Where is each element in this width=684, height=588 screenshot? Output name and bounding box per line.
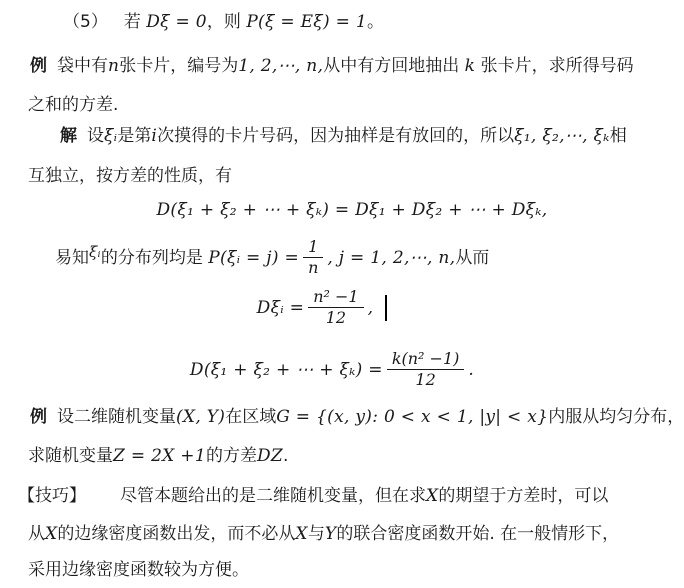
text-run: 的期望于方差时，可以 xyxy=(438,486,609,506)
text-run: 之和的方差. xyxy=(28,95,119,115)
example1-line2 xyxy=(28,95,118,116)
formula-variance-sum xyxy=(0,200,654,221)
text-run: 次摸得的卡片号码，因为抽样是有放回的，所以 xyxy=(157,126,515,146)
fraction-numerator: n² −1 xyxy=(308,288,363,308)
math-run: X xyxy=(295,524,308,544)
math-run: Y xyxy=(324,524,337,544)
math-run: ξᵢ xyxy=(89,242,101,261)
solution-label: 解 xyxy=(60,126,77,146)
fraction-denominator: 12 xyxy=(325,308,347,328)
math-run: , j = 1, 2,⋯, n, xyxy=(327,247,456,268)
text-run: 从而 xyxy=(455,247,490,268)
text-run: 在区域 xyxy=(225,407,277,427)
fraction-denominator: n xyxy=(308,258,319,278)
formula-dxi xyxy=(0,288,624,328)
formula-dsum xyxy=(0,350,634,390)
math-run: n xyxy=(108,56,120,76)
text-run: 从 xyxy=(28,524,45,544)
math-run: (X, Y) xyxy=(176,407,226,427)
text-run: 与 xyxy=(307,524,325,544)
tip-line3 xyxy=(28,560,249,581)
text-run: 袋中有 xyxy=(57,56,108,76)
solution-line1 xyxy=(60,126,627,147)
fraction-numerator: k(n² −1) xyxy=(387,350,465,370)
math-run: P(ξᵢ = j) = xyxy=(208,247,300,268)
tip-label: 【技巧】 xyxy=(18,486,86,506)
text-run: 的分布列均是 xyxy=(100,247,203,268)
text-run: 易知 xyxy=(55,247,89,268)
text-run: 内服从均匀分布， xyxy=(548,407,684,427)
math-run: P(ξ = Eξ) = 1 xyxy=(246,12,367,32)
math-run: Z = 2X +1 xyxy=(113,446,206,466)
math-run: ξᵢ xyxy=(104,126,118,146)
fraction xyxy=(387,350,465,390)
text-run: 尽管本题给出的是二维随机变量，但在求 xyxy=(120,486,426,506)
math-run: X xyxy=(45,524,58,544)
item-number: （5） xyxy=(63,12,108,32)
text-run: 的边缘密度函数出发，而不必从 xyxy=(57,524,296,544)
example1-line1 xyxy=(30,56,634,77)
math-punct: , xyxy=(367,297,374,318)
text-run: 相 xyxy=(609,126,627,146)
fraction-denominator: 12 xyxy=(415,370,436,390)
math-run: G = {(x, y): 0 < x < 1, |y| < x} xyxy=(276,407,549,427)
fraction xyxy=(303,238,323,278)
math-run: 1, 2,⋯, n, xyxy=(238,56,324,76)
text-run: 采用边缘密度函数较为方便。 xyxy=(28,560,249,580)
math-run: Dξ = 0 xyxy=(146,12,207,32)
tip-line2 xyxy=(28,524,619,545)
math-expression: D(ξ₁ + ξ₂ + ⋯ + ξₖ) = Dξ₁ + Dξ₂ + ⋯ + Dξₖ, xyxy=(156,200,548,220)
text-run: 互独立，按方差的性质，有 xyxy=(28,166,232,186)
math-lhs: Dξᵢ = xyxy=(256,297,305,318)
text-run: 是第 xyxy=(117,126,152,146)
property-5-line xyxy=(63,12,384,33)
fraction-numerator: 1 xyxy=(303,238,323,258)
example2-line2 xyxy=(28,446,288,467)
text-run: 设二维随机变量 xyxy=(57,407,176,427)
distribution-line xyxy=(55,238,489,278)
math-run: DZ xyxy=(256,446,283,466)
math-lhs: D(ξ₁ + ξ₂ + ⋯ + ξₖ) = xyxy=(189,359,383,380)
math-run: X xyxy=(426,486,439,506)
text-run: 的联合密度函数开始. 在一般情形下， xyxy=(336,524,620,544)
text-run: 设 xyxy=(87,126,104,146)
text-run: 的方差 xyxy=(205,446,257,466)
text-run: 若 xyxy=(123,12,147,32)
math-run: ξ₁, ξ₂,⋯, ξₖ xyxy=(514,126,610,146)
text-run: 张卡片，求所得号码 xyxy=(475,56,634,76)
math-punct: . xyxy=(468,359,475,380)
text-cursor xyxy=(385,295,387,321)
text-run: 。 xyxy=(366,12,384,32)
math-run: k xyxy=(464,56,476,76)
tip-line1 xyxy=(18,486,608,507)
math-run: i xyxy=(151,126,158,146)
example-label: 例 xyxy=(30,56,47,76)
fraction xyxy=(308,288,363,328)
text-run: 张卡片，编号为 xyxy=(119,56,239,76)
text-run: . xyxy=(283,446,289,466)
text-run: ，则 xyxy=(206,12,247,32)
example2-line1 xyxy=(30,407,684,428)
text-run: 求随机变量 xyxy=(28,446,113,466)
solution-line2 xyxy=(28,166,232,187)
text-run: 从中有方回地抽出 xyxy=(323,56,465,76)
example-label: 例 xyxy=(30,407,47,427)
